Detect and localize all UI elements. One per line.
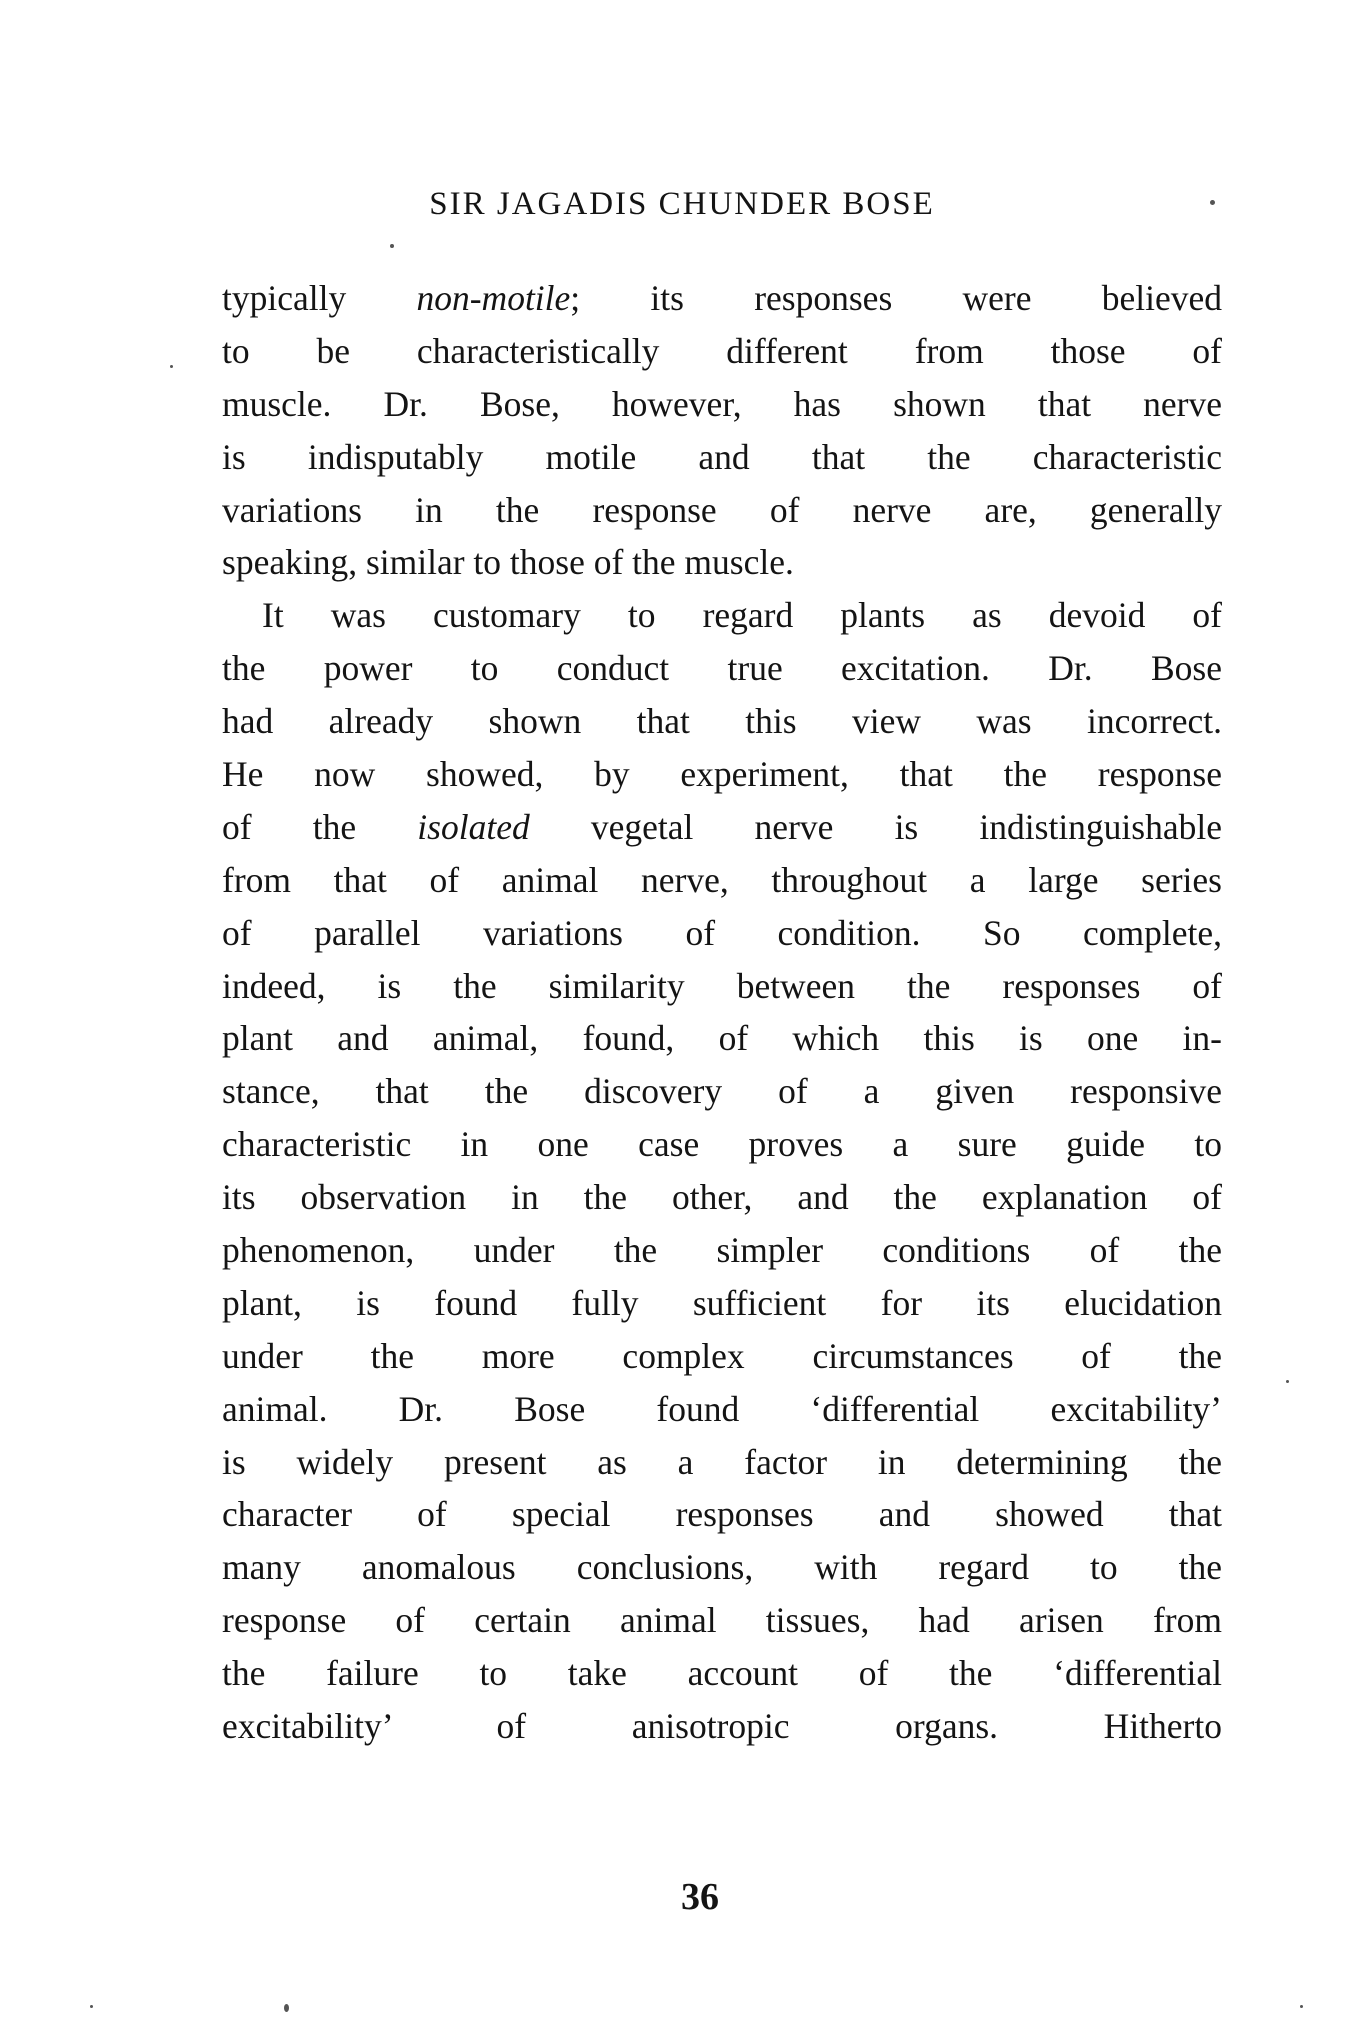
text-line: the failure to take account of the ‘differential [222, 1653, 1222, 1694]
text-line: to be characteristically different from those of [222, 330, 1222, 371]
text-line: under the more complex circumstances of the [222, 1335, 1222, 1376]
text-line: plant, is found fully sufficient for its elucidation [222, 1282, 1222, 1323]
text-line: is indisputably motile and that the characteristic [222, 436, 1222, 477]
text-line: animal. Dr. Bose found ‘differential excitability’ [222, 1388, 1222, 1429]
running-head: SIR JAGADIS CHUNDER BOSE [429, 186, 935, 222]
text-line: stance, that the discovery of a given responsive [222, 1071, 1222, 1112]
scan-speck [284, 2004, 289, 2012]
text-line: many anomalous conclusions, with regard to the [222, 1547, 1222, 1588]
text-line: of parallel variations of condition. So complete, [222, 912, 1222, 953]
text-line: plant and animal, found, of which this is one in- [222, 1018, 1222, 1059]
scan-speck [90, 2005, 93, 2008]
text-line: typically non-motile; its responses were believed [222, 278, 1222, 318]
scan-speck [1300, 2005, 1303, 2008]
text-line: from that of animal nerve, throughout a large series [222, 859, 1222, 900]
scan-speck [1286, 1380, 1289, 1383]
text-line: indeed, is the similarity between the responses of [222, 965, 1222, 1006]
text-line: of the isolated vegetal nerve is indistinguishable [222, 806, 1222, 847]
text-line: its observation in the other, and the explanation of [222, 1177, 1222, 1218]
scan-speck [1210, 200, 1215, 205]
text-line: variations in the response of nerve are, generally [222, 489, 1222, 530]
scan-speck [390, 244, 394, 248]
text-line: speaking, similar to those of the muscle. [222, 542, 794, 583]
paragraph-start-line: It was customary to regard plants as devoid of [262, 595, 1222, 636]
text-line: character of special responses and showed that [222, 1494, 1222, 1535]
text-line: characteristic in one case proves a sure guide to [222, 1124, 1222, 1165]
text-line: had already shown that this view was incorrect. [222, 701, 1222, 742]
text-line: is widely present as a factor in determining the [222, 1441, 1222, 1482]
body-text [222, 272, 1222, 1753]
page-number: 36 [681, 1876, 719, 1918]
text-line: excitability’ of anisotropic organs. Hitherto [222, 1706, 1222, 1747]
text-line: phenomenon, under the simpler conditions of the [222, 1230, 1222, 1271]
text-line: response of certain animal tissues, had arisen from [222, 1600, 1222, 1641]
text-line: the power to conduct true excitation. Dr. Bose [222, 648, 1222, 689]
scan-speck [170, 365, 173, 368]
text-line: muscle. Dr. Bose, however, has shown that nerve [222, 383, 1222, 424]
text-line: He now showed, by experiment, that the response [222, 754, 1222, 795]
